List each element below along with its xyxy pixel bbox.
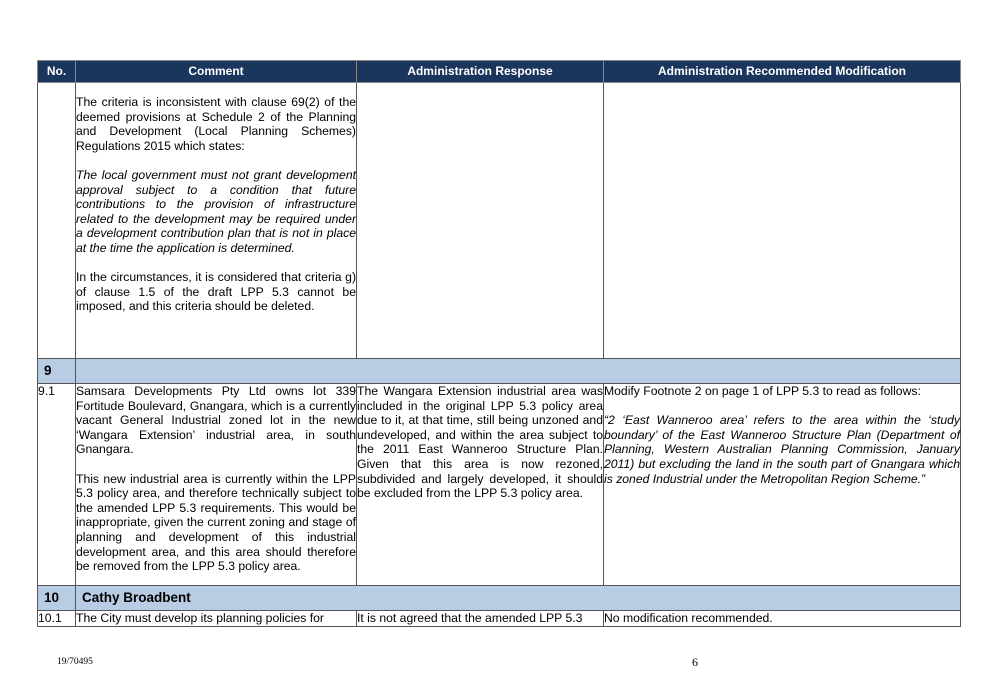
header-no: No. <box>38 61 76 83</box>
submissions-table <box>37 60 961 627</box>
response-paragraph: The Wangara Extension industrial area was included in the original LPP 5.3 policy area due to it, at that time, still being unzoned and undeveloped, and within the area subject to the 2011 East Wanneroo Structure Plan. Given that this area is now rezoned, subdivided and largely developed, it should be excluded from the LPP 5.3 policy area. <box>357 384 603 501</box>
modification-cell <box>604 83 961 359</box>
section-row-10 <box>38 586 961 611</box>
section-row-9 <box>38 359 961 384</box>
row-number: 10.1 <box>38 611 76 627</box>
header-comment: Comment <box>76 61 357 83</box>
response-cell <box>357 384 604 586</box>
modification-cell <box>604 384 961 586</box>
comment-paragraph: The criteria is inconsistent with clause 69(2) of the deemed provisions at Schedule 2 of the Planning and Development (Local Planning Schemes) Regulations 2015 which states: <box>76 95 356 153</box>
response-cell: It is not agreed that the amended LPP 5.3 <box>357 611 604 627</box>
table-row <box>38 83 961 359</box>
comment-cell: The City must develop its planning policies for <box>76 611 357 627</box>
section-number: 9 <box>38 359 76 384</box>
header-modification: Administration Recommended Modification <box>604 61 961 83</box>
section-title <box>76 359 961 384</box>
section-title: Cathy Broadbent <box>76 586 961 611</box>
modification-cell: No modification recommended. <box>604 611 961 627</box>
comment-quote: The local government must not grant development approval subject to a condition that future contributions to the provision of infrastructure related to the development may be required under a development contribution plan that is not in place at the time the application is determined. <box>76 167 356 255</box>
header-response: Administration Response <box>357 61 604 83</box>
table-row <box>38 384 961 586</box>
page-number: 6 <box>692 655 698 669</box>
modification-quote: “2 ‘East Wanneroo area’ refers to the area within the ‘study boundary’ of the East Wanneroo Structure Plan (Department of Planning, Western Australian Planning Commission, January 2011) but excluding the land in the south part of Gnangara which is zoned Industrial under the Metropolitan Region Scheme.” <box>604 413 960 486</box>
comment-paragraph: Samsara Developments Pty Ltd owns lot 339 Fortitude Boulevard, Gnangara, which is a currently vacant General Industrial zoned lot in the new ‘Wangara Extension’ industrial area, in south Gnangara. <box>76 384 356 457</box>
row-number <box>38 83 76 359</box>
table-row <box>38 611 961 627</box>
comment-cell <box>76 384 357 586</box>
row-number: 9.1 <box>38 384 76 586</box>
response-cell <box>357 83 604 359</box>
comment-paragraph: In the circumstances, it is considered that criteria g) of clause 1.5 of the draft LPP 5.3 cannot be imposed, and this criteria should be deleted. <box>76 270 356 314</box>
table-header-row <box>38 61 961 83</box>
document-reference: 19/70495 <box>57 657 93 667</box>
comment-cell <box>76 83 357 359</box>
comment-paragraph: This new industrial area is currently within the LPP 5.3 policy area, and therefore technically subject to the amended LPP 5.3 requirements. This would be inappropriate, given the current zoning and stage of planning and development of this industrial development area, and this area should therefore be removed from the LPP 5.3 policy area. <box>76 471 356 574</box>
section-number: 10 <box>38 586 76 611</box>
modification-paragraph: Modify Footnote 2 on page 1 of LPP 5.3 to read as follows: <box>604 384 921 398</box>
